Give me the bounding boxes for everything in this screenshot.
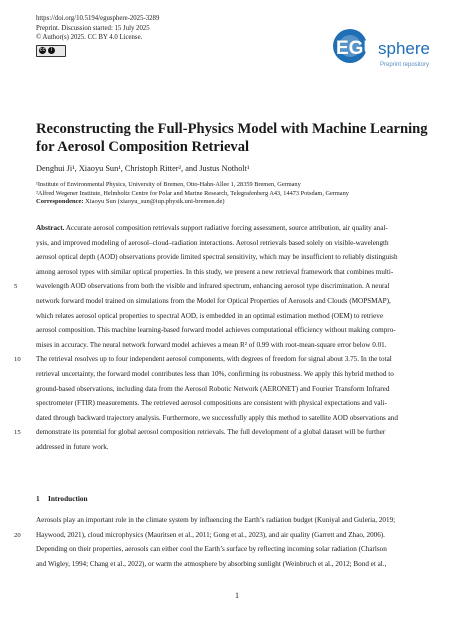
- paper-title: Reconstructing the Full-Physics Model with Machine Learning for Aerosol Composition Retrieval: [36, 121, 428, 155]
- abstract-line: network forward model trained on simulations from the Model for Optical Properties of Aerosols and Clouds (MOPSMAP),: [36, 297, 391, 305]
- logo-suffix: sphere: [378, 39, 430, 58]
- logo-tagline: Preprint repository: [380, 62, 430, 68]
- page-number: 1: [235, 591, 239, 600]
- correspondence-label: Correspondence:: [36, 198, 84, 205]
- abstract-line: The retrieval resolves up to four independent aerosol components, with degrees of freedom for signal about 3.75. In the total: [36, 355, 392, 364]
- abstract-line: which relates aerosol optical properties to spectral AOD, is embedded in an optimal estimation method (OEM) to retrieve: [36, 311, 384, 320]
- affiliations: [36, 180, 349, 199]
- logo-brand: EGU: [336, 38, 378, 59]
- cc-license-badge[interactable]: [36, 45, 66, 57]
- abstract-line: aerosol optical depth (AOD) observations provide limited spectral sensitivity, which may be insufficient to reliably distinguish: [36, 253, 398, 262]
- intro-line: Aerosols play an important role in the climate system by influencing the Earth’s radiation budget (Kuniyal and Guleria, 2019;: [36, 516, 396, 524]
- preprint-header: [36, 14, 159, 60]
- abstract-line: spectrometer (FTIR) measurements. The retrieved aerosol compositions are consistent with physical expectations and vali-: [36, 399, 387, 408]
- abstract-line: Abstract. Accurate aerosol composition retrievals support radiative forcing assessment, source attribution, air quality anal-: [36, 224, 388, 232]
- section-title: Introduction: [48, 494, 88, 503]
- section-heading: [36, 494, 88, 503]
- egusphere-logo: [330, 24, 442, 74]
- line-number: 20: [14, 531, 21, 539]
- intro-line: and Wigley, 1994; Chang et al., 2022), or warm the atmosphere by absorbing sunlight (Weinbruch et al., 2012; Bond et al.,: [36, 559, 387, 568]
- doi-link[interactable]: https://doi.org/10.5194/egusphere-2025-3289: [36, 15, 160, 22]
- line-number: 10: [14, 356, 21, 364]
- copyright-notice: © Author(s) 2025. CC BY 4.0 License.: [36, 34, 143, 42]
- abstract-line: mises in accuracy. The neural network forward model achieves a mean R² of 0.99 with root-mean-square error below 0.01.: [36, 340, 387, 349]
- abstract-line: among aerosol types with similar optical properties. In this study, we present a new retrieval framework that combines multi-: [36, 267, 394, 276]
- section-number: 1: [36, 494, 40, 503]
- abstract-line: addressed in future work.: [36, 443, 109, 451]
- abstract-line: retrieval uncertainty, the forward model contributes less than 10%, confirming its robustness. We apply this hybrid method to: [36, 370, 394, 378]
- abstract-line: wavelength AOD observations from both the visible and infrared spectrum, enhancing aerosol type discrimination. A neural: [36, 282, 390, 291]
- correspondence: [36, 198, 225, 205]
- intro-line: Haywood, 2021), cloud microphysics (Mauritsen et al., 2011; Gong et al., 2023), and air quality (Garrett and Zhao, 2006).: [36, 530, 385, 539]
- affiliation-2: ²Alfred Wegener Institute, Helmholtz Centre for Polar and Marine Research, Telegrafenberg A43, 14473 Potsdam, Germany: [36, 190, 349, 198]
- abstract-line: aerosol composition. This machine learning-based forward model achieves computational efficiency without making compro-: [36, 326, 396, 335]
- attribution-icon: i: [48, 47, 55, 54]
- abstract-line: dated through backward trajectory analysis. Furthermore, we successfully apply this method to satellite AOD observations and: [36, 413, 398, 422]
- affiliation-1: ¹Institute of Environmental Physics, University of Bremen, Otto-Hahn-Allee 1, 28359 Bremen, Germany: [36, 181, 301, 188]
- cc-icon: cc: [39, 46, 46, 53]
- abstract-line: ground-based observations, including data from the Aerosol Robotic Network (AERONET) and Fourier Transform Infrared: [36, 384, 390, 393]
- line-number: 5: [14, 283, 18, 291]
- preprint-date: Preprint. Discussion started: 15 July 2025: [36, 24, 150, 32]
- line-number: 15: [14, 429, 21, 437]
- correspondence-text: Xiaoyu Sun (xiaoyu_sun@iup.physik.uni-bremen.de): [85, 198, 225, 205]
- abstract-label: Abstract.: [36, 224, 65, 232]
- author-list: Denghui Ji¹, Xiaoyu Sun¹, Christoph Ritter², and Justus Notholt¹: [36, 164, 250, 173]
- intro-line: Depending on their properties, aerosols can either cool the Earth’s surface by reflecting incoming solar radiation (Charlson: [36, 545, 387, 554]
- abstract-line: ysis, and improved modeling of aerosol–cloud–radiation interactions. Aerosol retrievals based solely on visible-wavelength: [36, 238, 389, 247]
- abstract-line: demonstrate its potential for global aerosol composition retrievals. The full development of a global dataset will be further: [36, 428, 386, 437]
